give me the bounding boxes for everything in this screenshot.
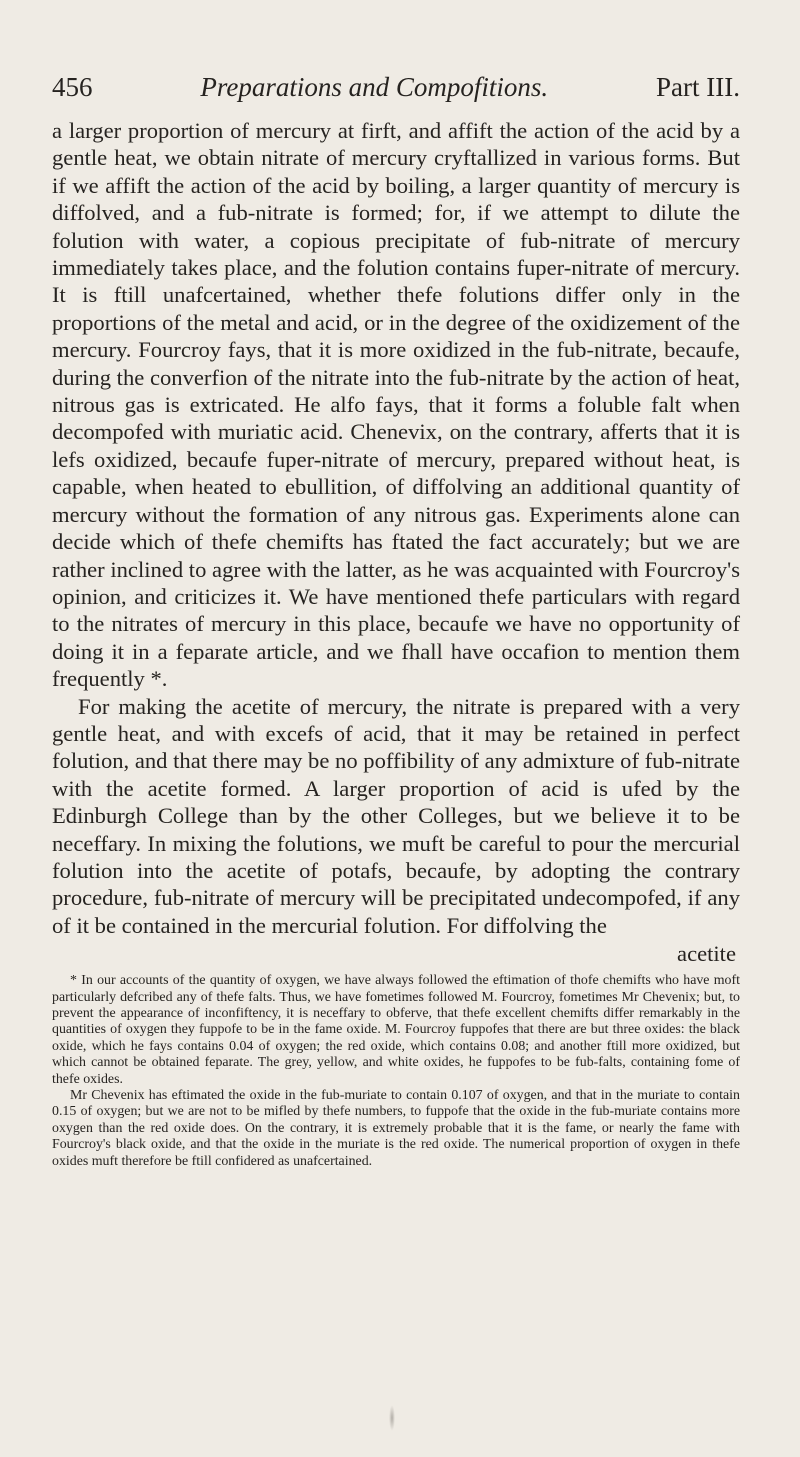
page-header xyxy=(52,72,740,103)
footnote-oxygen-estimates: * In our accounts of the quantity of oxygen, we have always followed the eftimation of thofe chemifts who have moft particularly defcribed any of thefe falts. Thus, we have fometimes followed M. Fourcroy, fometimes Mr Chevenix; but, to prevent the appearance of inconfiftency, it is neceffary to obferve, that thefe excellent chemifts differ remarkably in the quantities of oxygen they fuppofe to be in the fame oxide. M. Fourcroy fuppofes that there are but three oxides: the black oxide, which he fays contains 0.04 of oxygen; the red oxide, which contains 0.08; and another ftill more oxidized, but which cannot be obtained feparate. The grey, yellow, and white oxides, he fuppofes to be fub-falts, containing fome of thefe oxides. xyxy=(52,973,740,1087)
catchword: acetite xyxy=(677,941,736,967)
footnote-chevenix: Mr Chevenix has eftimated the oxide in the fub-muriate to contain 0.107 of oxygen, and that in the muriate to contain 0.15 of oxygen; but we are not to be mifled by thefe numbers, to fuppofe that the oxide in the fub-muriate contains more oxygen than the red oxide does. On the contrary, it is extremely probable that it is the fame, or nearly the fame with Fourcroy's black oxide, and that the oxide in the muriate is the red oxide. The numerical proportion of oxygen in thefe oxides muft therefore be ftill confidered as unafcertained. xyxy=(52,1088,740,1169)
page-number: 456 xyxy=(52,72,93,102)
ink-smudge xyxy=(389,1405,395,1431)
paragraph-acetite: For making the acetite of mercury, the nitrate is prepared with a very gentle heat, and with excefs of acid, that it may be retained in perfect folution, and that there may be no poffibility of any admixture of fub-nitrate with the acetite formed. A larger proportion of acid is ufed by the Edinburgh College than by the other Colleges, but we believe it to be neceffary. In mixing the folutions, we muft be careful to pour the mercurial folution into the acetite of potafs, becaufe, by adopting the contrary procedure, fub-nitrate of mercury will be precipitated undecompofed, if any of it be contained in the mercurial folution. For diffolving the xyxy=(52,693,740,938)
running-title: Preparations and Compofitions. xyxy=(200,72,549,102)
body-text xyxy=(52,117,740,939)
part-label: Part III. xyxy=(656,72,740,102)
paragraph-continuation: a larger proportion of mercury at firft, and affift the action of the acid by a gentle heat, we obtain nitrate of mercury cryftallized in various forms. But if we affift the action of the acid by boiling, a larger quantity of mercury is diffolved, and a fub-nitrate is formed; for, if we attempt to dilute the folution with water, a copious precipitate of fub-nitrate of mercury immediately takes place, and the folution contains fuper-nitrate of mercury. It is ftill unafcertained, whether thefe folutions differ only in the proportions of the metal and acid, or in the degree of the oxidizement of the mercury. Fourcroy fays, that it is more oxidized in the fub-nitrate, becaufe, during the converfion of the nitrate into the fub-nitrate by the action of heat, nitrous gas is extricated. He alfo fays, that it forms a foluble falt when decompofed with muriatic acid. Chenevix, on the contrary, afferts that it is lefs oxidized, becaufe fuper-nitrate of mercury, prepared without heat, is capable, when heated to ebullition, of diffolving an additional quantity of mercury without the formation of any nitrous gas. Experiments alone can decide which of thefe chemifts has ftated the fact accurately; but we are rather inclined to agree with the latter, as he was acquainted with Fourcroy's opinion, and criticizes it. We have mentioned thefe particulars with regard to the nitrates of mercury in this place, becaufe we have no opportunity of doing it in a feparate article, and we fhall have occafion to mention them frequently *. xyxy=(52,118,740,692)
footnotes xyxy=(52,973,740,1170)
